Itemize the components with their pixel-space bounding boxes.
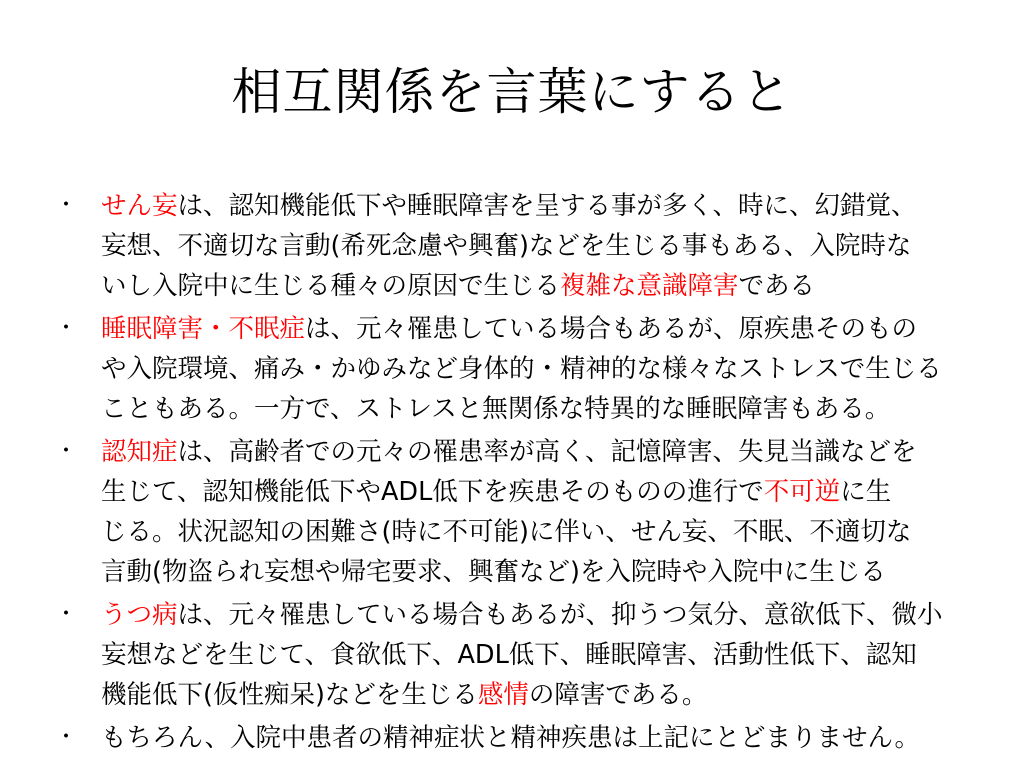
bullet-line	[101, 472, 1024, 512]
bullet-line	[101, 266, 1024, 306]
bullet-item	[0, 718, 1024, 758]
bullet-line	[101, 718, 1024, 758]
bullet-text	[101, 595, 1024, 715]
bullet-text	[101, 186, 1024, 306]
bullet-line	[101, 552, 1024, 592]
bullet-dot: ・	[55, 602, 78, 627]
bullet-line	[101, 186, 1024, 226]
bullet-text	[101, 309, 1024, 429]
bullet-line	[101, 389, 1024, 429]
bullet-item	[0, 595, 1024, 715]
bullet-dot: ・	[55, 439, 78, 464]
text-segment: 妄想などを生じて、食欲低下、ADL低下、睡眠障害、活動性低下、認知	[101, 640, 917, 670]
highlighted-term: うつ病	[101, 600, 178, 630]
text-segment: 機能低下(仮性痴呆)などを生じる	[101, 680, 478, 710]
text-segment: である	[738, 271, 816, 301]
highlighted-term: 睡眠障害・不眠症	[101, 314, 306, 344]
bullet-dot: ・	[55, 316, 78, 341]
text-segment: の障害である。	[528, 680, 708, 710]
bullet-line	[101, 595, 1024, 635]
highlighted-term: 複雑な意識障害	[560, 271, 739, 301]
text-segment: もちろん、入院中患者の精神症状と精神疾患は上記にとどまりません。	[101, 723, 921, 753]
bullet-item	[0, 186, 1024, 306]
bullet-item	[0, 309, 1024, 429]
bullet-dot: ・	[55, 725, 78, 750]
text-segment: や入院環境、痛み・かゆみなど身体的・精神的な様々なストレスで生じる	[101, 354, 942, 384]
highlighted-term: 認知症	[101, 437, 178, 467]
bullet-line	[101, 226, 1024, 266]
text-segment: は、認知機能低下や睡眠障害を呈する事が多く、時に、幻錯覚、	[177, 191, 917, 221]
bullet-dot: ・	[55, 193, 78, 218]
bullet-line	[101, 309, 1024, 349]
text-segment: 言動(物盗られ妄想や帰宅要求、興奮など)を入院時や入院中に生じる	[101, 557, 886, 587]
text-segment: 生じて、認知機能低下やADL低下を疾患そのものの進行で	[101, 477, 764, 507]
bullet-text	[101, 432, 1024, 592]
text-segment: 妄想、不適切な言動(希死念慮や興奮)などを生じる事もある、入院時な	[101, 231, 912, 261]
highlighted-term: 不可逆	[763, 477, 841, 507]
text-segment: は、元々罹患している場合もあるが、抑うつ気分、意欲低下、微小	[177, 600, 943, 630]
bullet-line	[101, 512, 1024, 552]
bullet-item	[0, 432, 1024, 592]
text-segment: じる。状況認知の困難さ(時に不可能)に伴い、せん妄、不眠、不適切な	[101, 517, 912, 547]
bullet-line	[101, 675, 1024, 715]
highlighted-term: せん妄	[101, 191, 178, 221]
bullet-line	[101, 349, 1024, 389]
bullet-line	[101, 635, 1024, 675]
text-segment: に生	[840, 477, 892, 507]
bullet-line	[101, 432, 1024, 472]
text-segment: は、高齢者での元々の罹患率が高く、記憶障害、失見当識などを	[177, 437, 917, 467]
highlighted-term: 感情	[477, 680, 529, 710]
bullet-list	[0, 186, 1024, 761]
slide-title: 相互関係を言葉にすると	[231, 63, 793, 121]
text-segment: いし入院中に生じる種々の原因で生じる	[101, 271, 561, 301]
text-segment: は、元々罹患している場合もあるが、原疾患そのもの	[305, 314, 918, 344]
bullet-text	[101, 718, 1024, 758]
text-segment: こともある。一方で、ストレスと無関係な特異的な睡眠障害もある。	[101, 394, 891, 424]
